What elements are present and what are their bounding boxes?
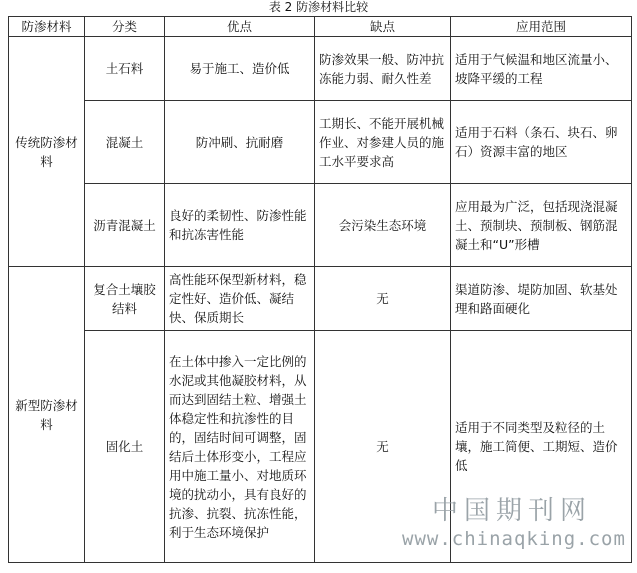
type-cell: 沥青混凝土 [85,184,165,267]
watermark-url: www.chinaqking.com [402,528,626,550]
advantage-cell: 高性能环保型新材料，稳定性好、造价低、凝结快、保质期长 [165,267,315,331]
disadvantage-cell: 无 [315,331,451,563]
disadvantage-cell: 无 [315,267,451,331]
application-cell: 适用于气候温和地区流量小、坡降平缓的工程 [451,37,632,101]
disadvantage-cell: 会污染生态环境 [315,184,451,267]
header-row [9,17,632,37]
header-disadvantages: 缺点 [315,17,451,37]
table-row [9,37,632,101]
group-label-new: 新型防渗材料 [9,267,85,563]
disadvantage-cell: 防渗效果一般、防冲抗冻能力弱、耐久性差 [315,37,451,101]
application-cell: 适用于不同类型及粒径的土壤，施工简便、工期短、造价低 [451,331,632,563]
watermark [402,495,626,551]
comparison-table [8,16,632,563]
table-row [9,267,632,331]
header-category: 分类 [85,17,165,37]
type-cell: 混凝土 [85,101,165,184]
header-application: 应用范围 [451,17,632,37]
type-cell: 土石料 [85,37,165,101]
table-caption: 表 2 防渗材料比较 [268,0,369,14]
type-cell: 固化土 [85,331,165,563]
advantage-cell: 良好的柔韧性、防渗性能和抗冻害性能 [165,184,315,267]
header-advantages: 优点 [165,17,315,37]
advantage-cell: 易于施工、造价低 [165,37,315,101]
application-cell: 渠道防渗、堤防加固、软基处理和路面硬化 [451,267,632,331]
watermark-name: 中国期刊网 [431,496,592,526]
group-label-traditional: 传统防渗材料 [9,37,85,267]
header-material: 防渗材料 [9,17,85,37]
type-cell: 复合土壤胶结料 [85,267,165,331]
application-cell: 适用于石料（条石、块石、卵石）资源丰富的地区 [451,101,632,184]
application-cell: 应用最为广泛，包括现浇混凝土、预制块、预制板、钢筋混凝土和“U”形槽 [451,184,632,267]
table-row [9,101,632,184]
disadvantage-cell: 工期长、不能开展机械作业、对参建人员的施工水平要求高 [315,101,451,184]
advantage-cell: 防冲刷、抗耐磨 [165,101,315,184]
table-row [9,184,632,267]
advantage-cell: 在土体中掺入一定比例的水泥或其他凝胶材料，从而达到固结土粒、增强土体稳定性和抗渗性的目的，固结时间可调整，固结后土体形变小，工程应用中施工量小、对地质环境的扰动小，具有良好的抗渗、抗裂、抗冻性能，利于生态环境保护 [165,331,315,563]
